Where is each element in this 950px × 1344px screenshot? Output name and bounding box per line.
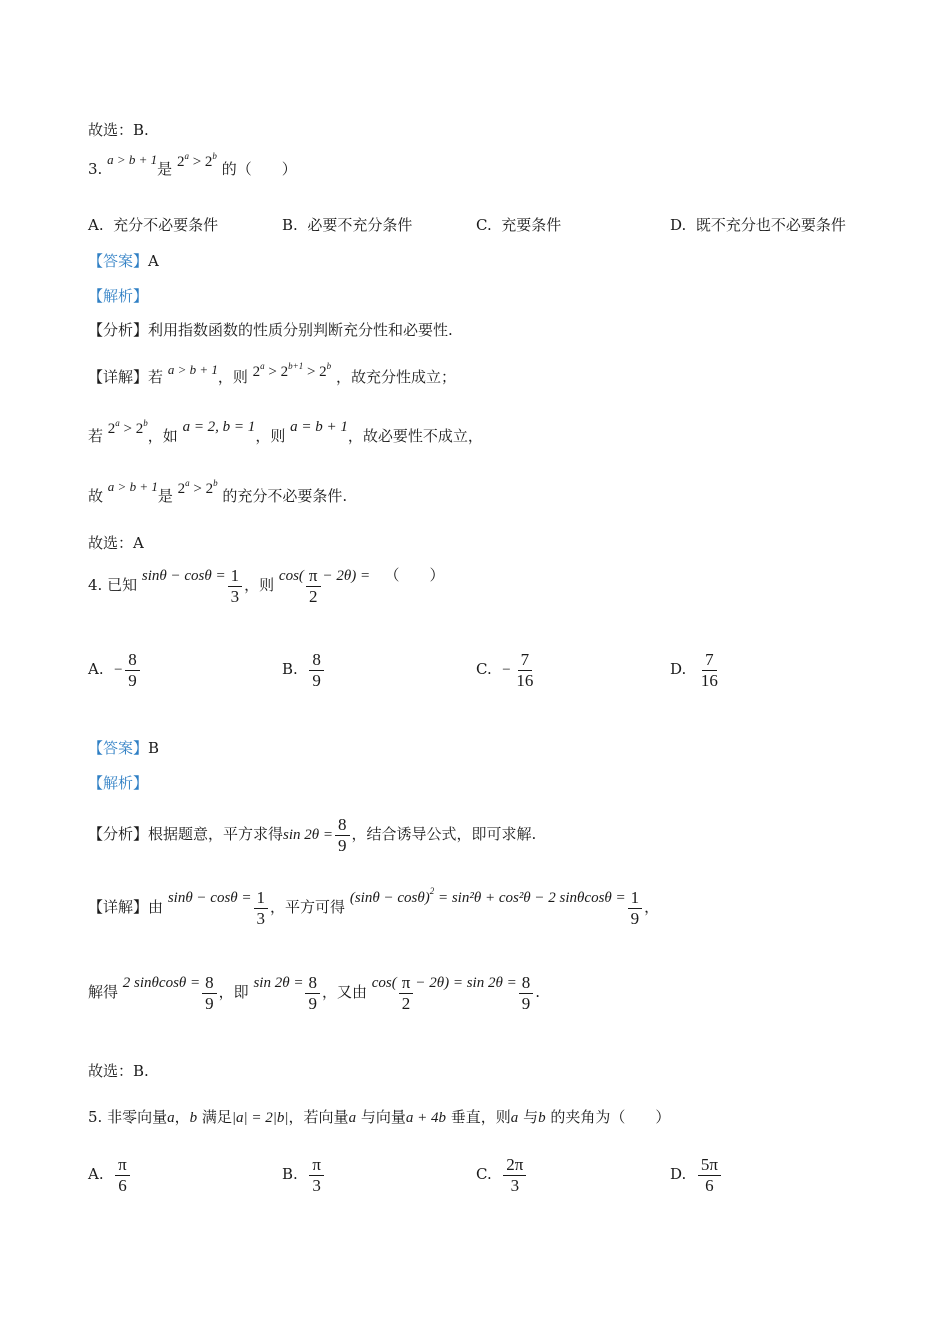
q3-of: 的（ ） [221,160,297,178]
q4-detail-line2: 解得 2 sinθcosθ = $\frac{8}{9}$ ，即 sin 2θ = $\frac{8}{9}$ ，又由 cos( $\frac{\pi}{2}$ − 2θ) = sin 2θ = $\frac{8}{9}$ . [88,973,540,1013]
q5-option-c[interactable]: C. $\frac{2\pi}{3}$ [476,1155,528,1195]
q3-fenxi: 【分析】利用指数函数的性质分别判断充分性和必要性. [88,321,453,339]
q3-choice: 故选：A [88,534,144,552]
q4-option-c[interactable]: C. − $\frac{7}{16}$ [476,650,534,690]
q3-detail-line2: 若 $2^a > 2^b$，如 a = 2, b = 1，则 a = b + 1，故必要性不成立， [88,418,483,445]
q3-stem [88,151,297,179]
q5-option-b[interactable]: B. $\frac{\pi}{3}$ [282,1155,326,1195]
q3-condition: a > b + 1 [107,152,158,167]
q3-analysis-tag: 【解析】 [88,287,149,305]
q3-detail-line3: 故 a > b + 1是 $2^a > 2^b$ 的充分不必要条件. [88,478,348,505]
q3-detail-line1: 【详解】若 a > b + 1，则 $2^a > 2^{b+1} > 2^b$ ，故充分性成立； [88,361,456,386]
q5-option-d[interactable]: D. $\frac{5\pi}{6}$ [670,1155,723,1195]
q3-option-b[interactable]: B. 必要不充分条件 [282,216,413,234]
q3-chain: $2^a > 2^{b+1} > 2^b$ [252,361,332,380]
q4-stem: 4. 已知 sinθ − cosθ = $\frac{1}{3}$ ，则 cos( $\frac{\pi}{2}$ − 2θ) = （ ） [88,566,445,606]
q5-combo: a + 4b [405,1110,446,1126]
q5-stem: 5. 非零向量a，b 满足|a| = 2|b|，若向量a 与向量a + 4b 垂直，则a 与b 的夹角为（ ） [88,1108,671,1126]
q4-option-b[interactable]: B. $\frac{8}{9}$ [282,650,326,690]
q3-inequality: $2^a > 2^b$ [176,151,217,170]
q3-option-a[interactable]: A. 充分不必要条件 [88,216,219,234]
q3-is: 是 [157,160,173,178]
q3-number: 3. [88,160,103,178]
q3-option-c[interactable]: C. 充要条件 [476,216,562,234]
q5-option-a[interactable]: A. $\frac{\pi}{6}$ [88,1155,132,1195]
q4-given-frac: $\frac{1}{3}$ [228,566,243,606]
q4-option-a[interactable]: A. − $\frac{8}{9}$ [88,650,142,690]
q3-option-d[interactable]: D. 既不充分也不必要条件 [670,216,846,234]
q4-analysis-tag: 【解析】 [88,774,149,792]
q4-choice: 故选：B. [88,1062,149,1080]
q4-option-d[interactable]: D. $\frac{7}{16}$ [670,650,718,690]
q4-fenxi: 【分析】根据题意，平方求得sin 2θ = $\frac{8}{9}$ ，结合诱导公式，即可求解. [88,815,537,855]
prev-choice: 故选：B. [88,121,149,139]
q5-norm: |a| = 2|b| [231,1110,289,1126]
q4-detail-line1: 【详解】由 sinθ − cosθ = $\frac{1}{3}$ ，平方可得 $(\sin\theta - \cos\theta)^2 = \sin^2\theta + \cos^2\theta - 2$ sinθcosθ = $\frac{1}{9}$ ， [88,886,660,928]
q4-answer: 【答案】B [88,739,160,757]
q3-answer: 【答案】A [88,252,159,270]
